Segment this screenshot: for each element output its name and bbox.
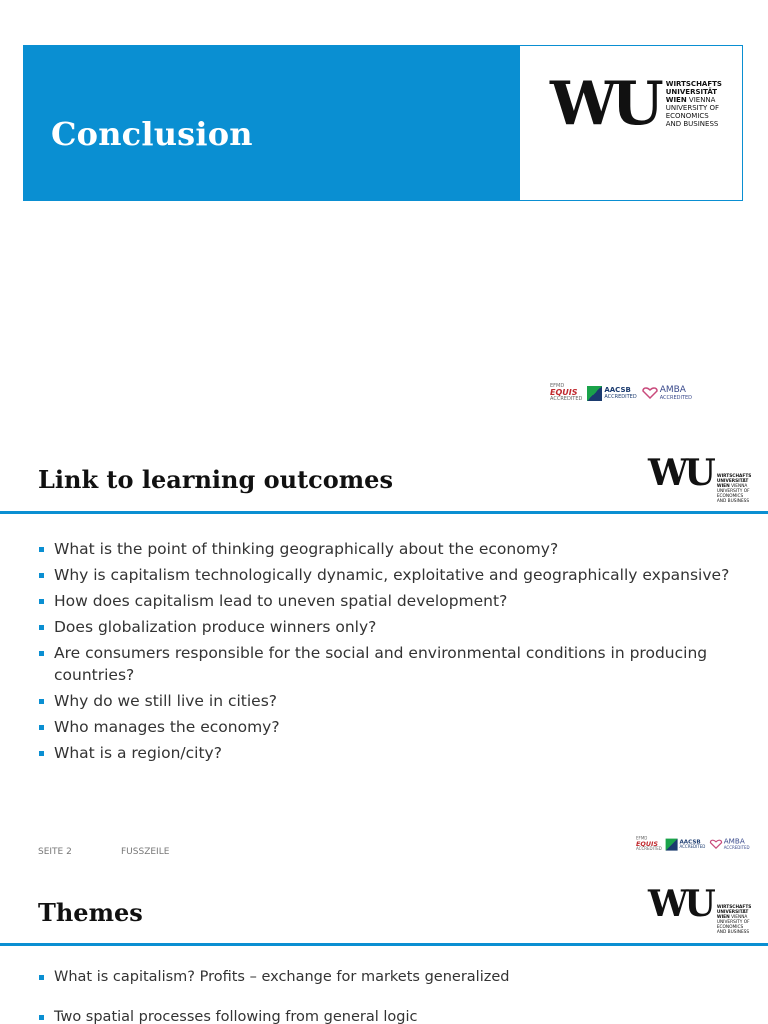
slide-title: Themes [38,898,143,927]
slide-learning-outcomes [0,433,768,866]
list-item: Why is capitalism technologically dynamic, exploitative and geographically expansive? [38,564,738,586]
themes-list [38,966,738,1024]
aacsb-logo: AACSB ACCREDITED [587,386,636,401]
title-divider [0,511,768,514]
wu-logo-text: WIRTSCHAFTS UNIVERSITÄT WIEN VIENNA UNIVERSITY OF ECONOMICS AND BUSINESS [716,474,752,504]
list-item: Two spatial processes following from general logic [38,1006,738,1024]
footer-text: FUSSZEILE [121,847,170,857]
list-item: Are consumers responsible for the social and environmental conditions in producing countries? [38,642,738,686]
equis-logo: EFMD EQUIS ACCREDITED [636,836,662,852]
wu-logo-text: WIRTSCHAFTS UNIVERSITÄT WIEN VIENNA UNIVERSITY OF ECONOMICS AND BUSINESS [716,905,752,935]
amba-logo: AMBA ACCREDITED [642,385,692,401]
accreditation-logos [636,837,750,851]
logo-panel [520,45,743,201]
list-item: How does capitalism lead to uneven spatial development? [38,590,738,612]
footer-page-number: SEITE 2 [38,847,72,857]
wu-logo-text: WIRTSCHAFTS UNIVERSITÄT WIEN VIENNA UNIVERSITY OF ECONOMICS AND BUSINESS [665,80,722,129]
slide-title: Link to learning outcomes [38,465,393,494]
wu-logo [648,452,752,505]
title-divider [0,943,768,946]
slide-title: Conclusion [51,115,253,153]
wu-logo-mark: WU [648,452,712,494]
list-item: Why do we still live in cities? [38,690,738,712]
wu-logo [648,883,752,936]
list-item: What is capitalism? Profits – exchange for markets generalized [38,966,738,988]
wu-logo-mark: WU [550,69,658,139]
slide-themes [0,866,768,1024]
slide-conclusion [0,0,768,433]
learning-outcomes-list [38,538,738,768]
title-banner [23,45,520,201]
wu-logo [550,69,722,139]
accreditation-logos [550,384,692,402]
equis-logo: EFMD EQUIS ACCREDITED [550,383,583,402]
amba-logo: AMBA ACCREDITED [709,838,749,851]
wu-logo-mark: WU [648,883,712,925]
list-item: Does globalization produce winners only? [38,616,738,638]
aacsb-logo: AACSB ACCREDITED [666,838,705,850]
list-item: What is a region/city? [38,742,738,764]
list-item: What is the point of thinking geographically about the economy? [38,538,738,560]
list-item: Who manages the economy? [38,716,738,738]
